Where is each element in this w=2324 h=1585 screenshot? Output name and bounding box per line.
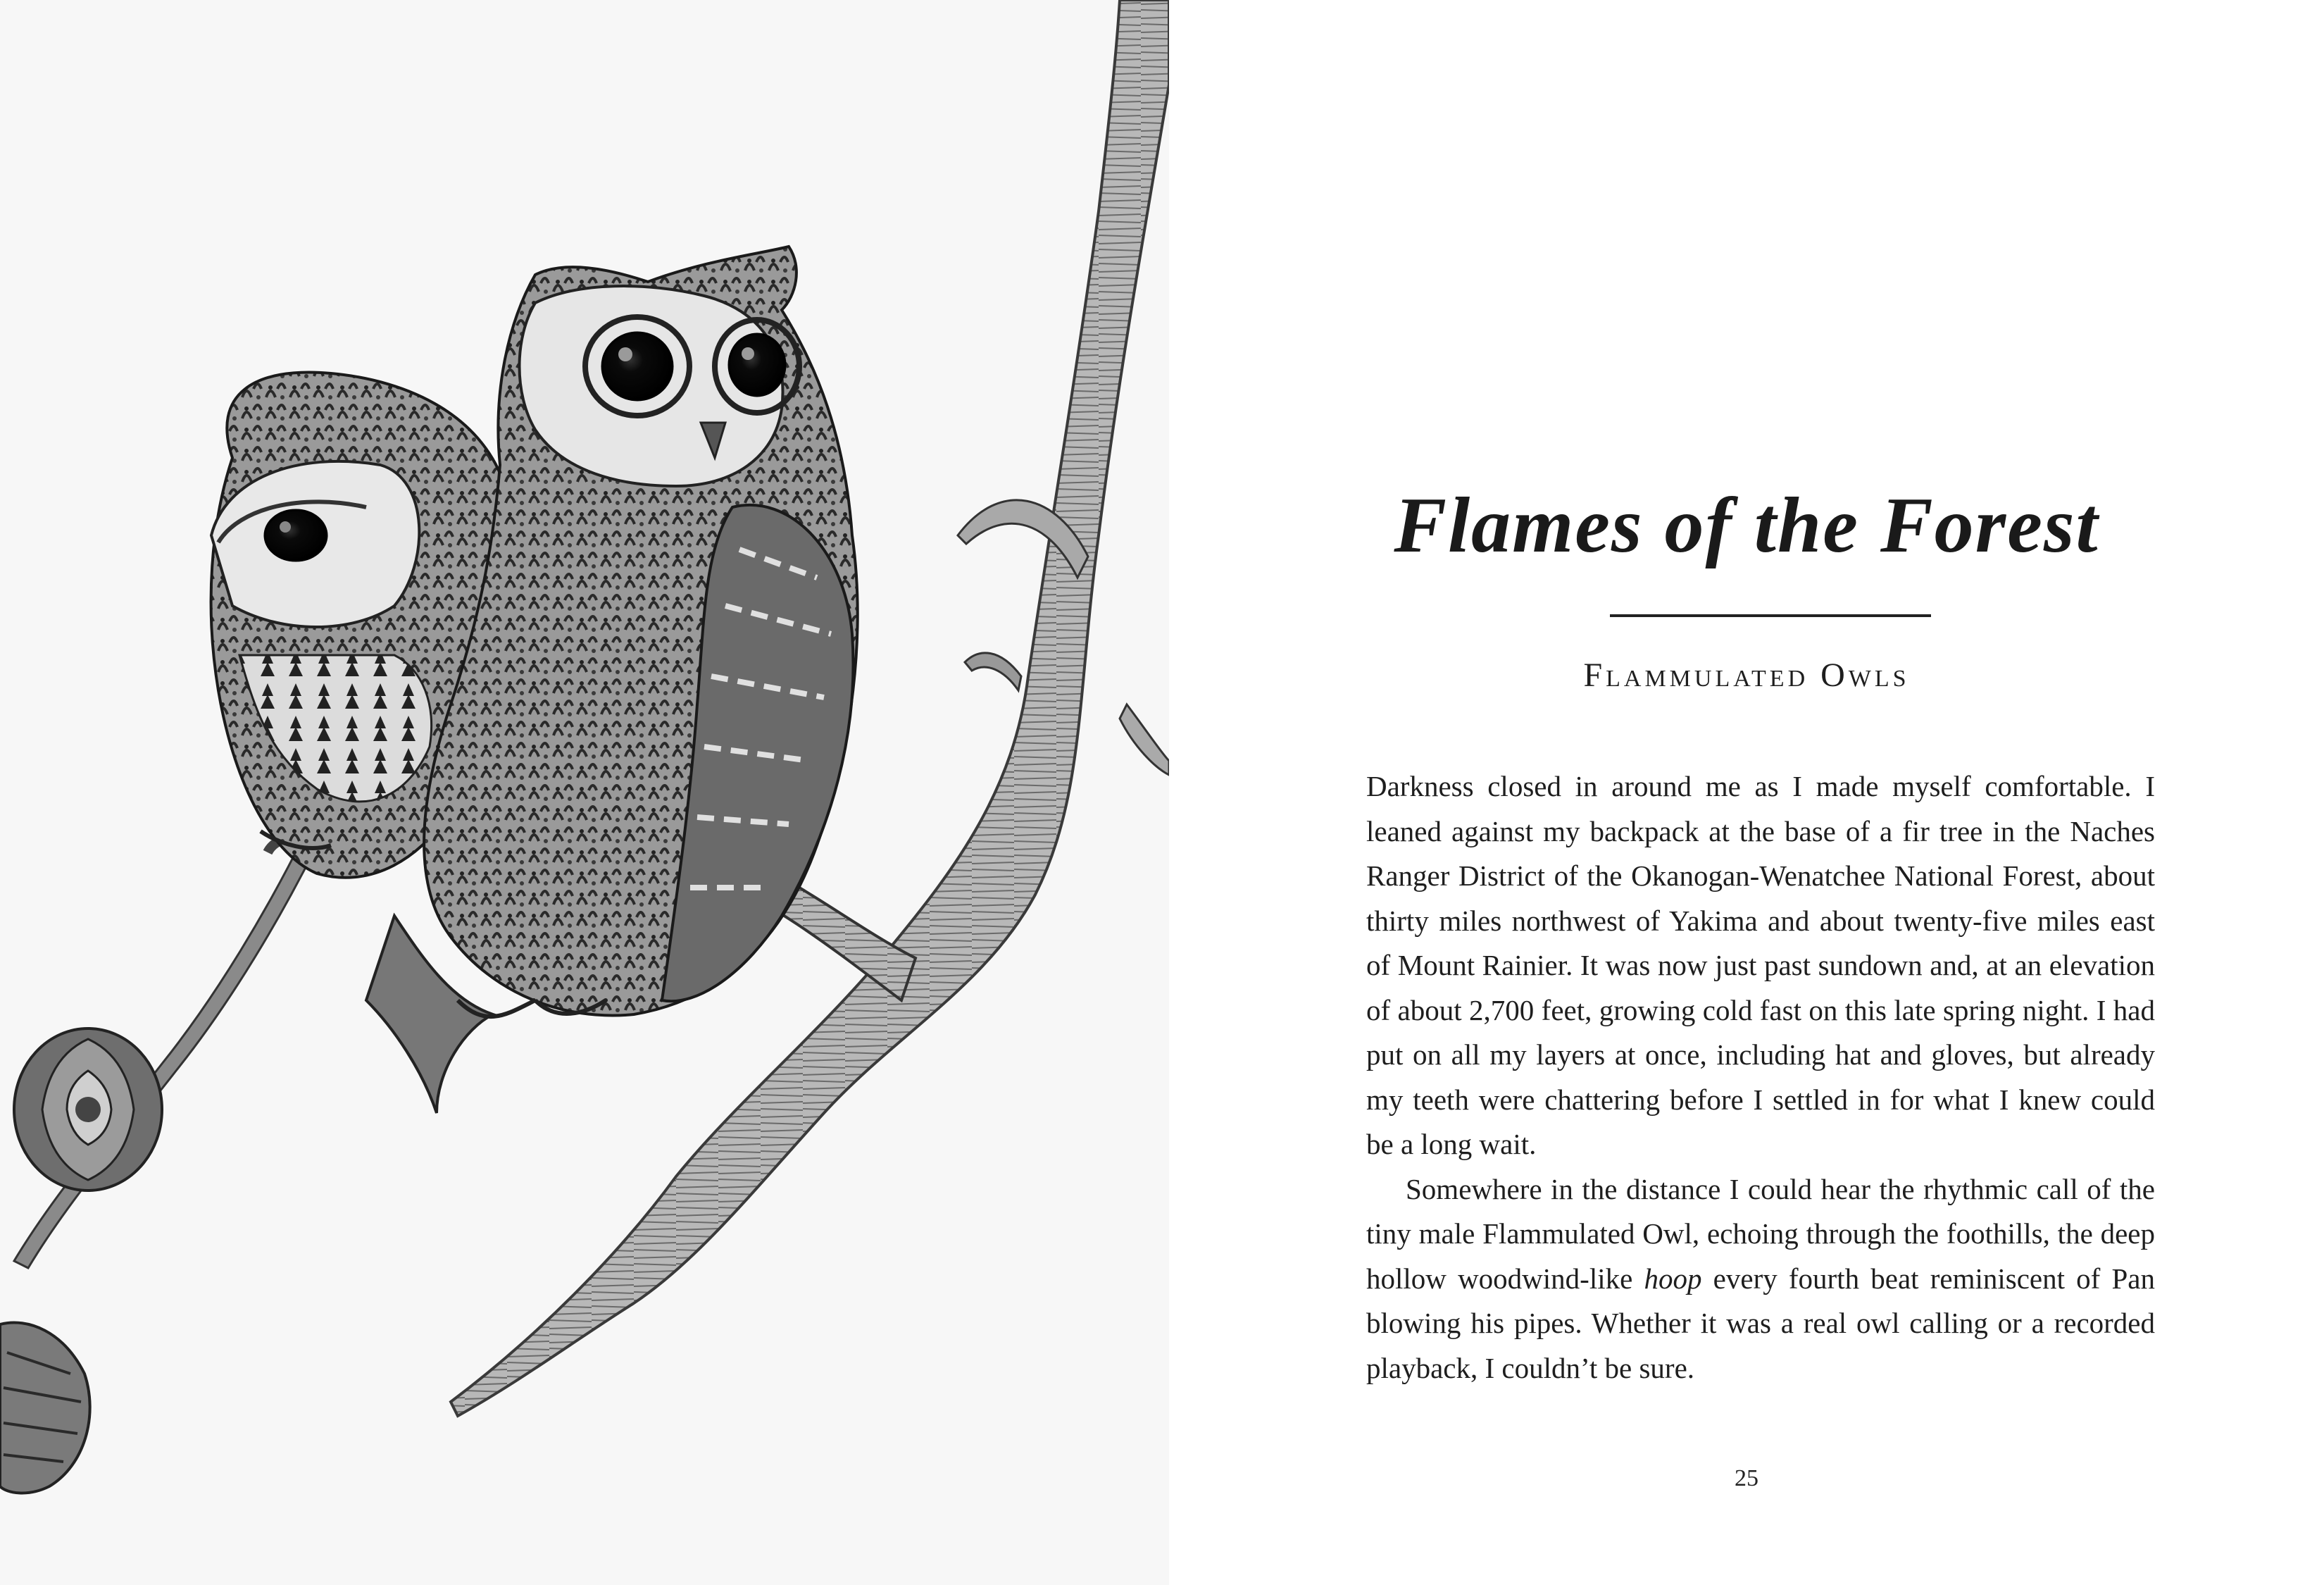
paragraph-2 [1366,1167,2155,1391]
paragraph-1: Darkness closed in around me as I made myself comfortable. I leaned against my backpack at the base of a fir tree in the Naches Ranger District of the Okanogan-Wenatchee National Forest, about thirty miles northwest of Yakima and about twenty-five miles east of Mount Rainier. It was now just past sundown and, at an elevation of about 2,700 feet, growing cold fast on this late spring night. I had put on all my layers at once, including hat and gloves, but already my teeth were chattering before I settled in for what I knew could be a long wait. [1366,770,2155,1160]
body-text [1366,764,2155,1391]
page-number: 25 [1735,1465,1758,1491]
larch-twig [0,838,324,1493]
pine-cone-bottom [0,1323,90,1493]
text-page [1169,0,2324,1585]
chapter-subtitle: Flammulated Owls [1583,657,1910,694]
title-divider [1610,614,1931,617]
paragraph-2-part-2: every fourth beat reminiscent of Pan blowing his pipes. Whether it was a real owl calling or a recorded playback, I couldn’t be sure. [1366,1262,2156,1384]
chapter-title: Flames of the Forest [1394,482,2099,569]
paragraph-2-part-1: Somewhere in the distance I could hear the rhythmic call of the tiny male Flammulated Owl, echoing through the foothills, the deep hollow woodwind-like [1366,1172,2155,1295]
paragraph-2-emphasis: hoop [1644,1262,1702,1295]
pine-cone-top [14,1028,162,1191]
